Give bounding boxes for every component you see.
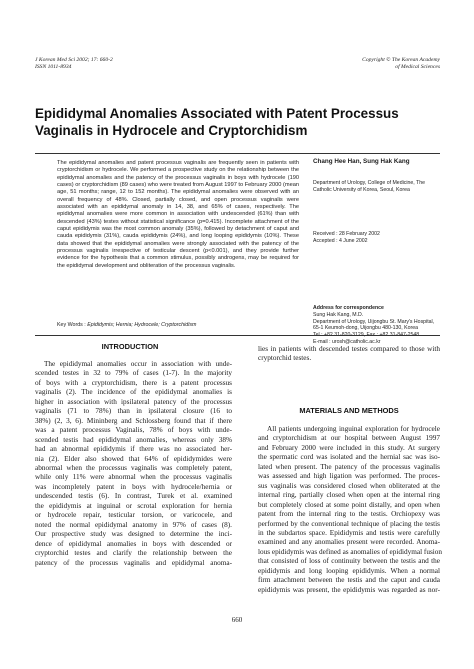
text-line: had an abnormal epididymis if there was no associated her- <box>35 445 232 454</box>
introduction-continued <box>258 345 440 364</box>
text-line: vaginalis (71 to 78%) than in ipsilateral closure (16 to <box>35 407 232 416</box>
text-line: noted the normal epididymal anatomy in 97% of cases (8). <box>35 520 232 529</box>
author-names: Chang Hee Han, Sung Hak Kang <box>313 158 410 165</box>
text-line: nia (2). Elder also showed that 64% of epididymides were <box>35 454 232 463</box>
text-line: abnormal when the processus vaginalis was completely patent, <box>35 463 232 472</box>
correspondence-heading: Address for correspondence <box>313 305 384 311</box>
running-header-right <box>362 57 440 71</box>
text-line: was a patent processus Vaginalis, 78% of boys with unde- <box>35 426 232 435</box>
text-line: lies in patients with descended testes compared to those with <box>258 345 440 353</box>
introduction-heading: INTRODUCTION <box>101 342 159 351</box>
text-line: in the subdartos space. Epididymis and testis were carefully <box>258 528 440 537</box>
text-line: was incompletely patent in boys with hydrocele/hernia or <box>35 482 232 491</box>
introduction-body <box>35 360 232 568</box>
article-dates <box>313 231 443 245</box>
text-line: sus vaginalis was considered closed when obliterated at the <box>258 481 440 490</box>
text-line: scended testis had epididymal anomalies, whereas only 38% <box>35 435 232 444</box>
correspondence-line: Department of Urology, Uijongbu St. Mary's Hospital, <box>313 318 435 325</box>
text-line: and cryptorchidism at our hospital between August 1997 <box>258 434 440 443</box>
text-line: 38%) (2, 3, 6). Mininberg and Schlossberg found that if there <box>35 416 232 425</box>
received-date: Received : 28 February 2002 <box>313 231 380 237</box>
keywords <box>57 322 299 329</box>
correspondence-line: Sung Hak Kang, M.D. <box>313 311 364 318</box>
copyright-line-1: Copyright © The Korean Academy <box>362 57 440 63</box>
journal-citation: J Korean Med Sci 2002; 17: 660-2 <box>35 57 113 63</box>
abstract-top-rule <box>35 153 440 154</box>
abstract-bottom-rule <box>35 335 440 336</box>
abstract: The epididymal anomalies and patent processus vaginalis are frequently seen in patients with cryptorchidism or hydrocele. We performed a prospective study on the relationship between the epididymal anomalies and the patency of the processus vaginalis in boys with hydrocele (190 cases) or cryptorchidism (89 cases) who were treated from August 1997 to February 2000 (mean age, 51 months; range, 12 to 152 months). The epididymal anomalies were observed with an overall frequency of 48%. Closed, partially closed, and open processus vaginalis were associated with an epididymal anomaly in 14, 38, and 65% of cases, respectively. The epididymal anomalies were more common in association with undescended (61%) than with descended (43%) testes without statistical significance (p=0.415). Incomplete attachment of the caput epididymis was the most common anomaly (35%), followed by detachment of caput and cauda epididymis (31%), cauda epididymis (24%), and long looping epididymis (10%). These data showed that the epididymal anomalies were strongly associated with the patency of the processus vaginalis irrespective of testicular descent (p<0.001), and they provide further evidence for the hypothesis that a common stimulus, possibly androgens, may be required for the epididymal development and obliteration of the processus vaginalis. <box>57 160 299 269</box>
text-line: examined and any anomalies present were recorded. Anoma- <box>258 538 440 547</box>
text-line: or hydrocele repair, testicular torsion, or varicocele, and <box>35 511 232 520</box>
text-line: lated when present. The patency of the processus vaginalis <box>258 462 440 471</box>
correspondence-line: E-mail : urosh@catholic.ac.kr <box>313 338 381 345</box>
text-line: cryptorchid testes. <box>258 354 312 363</box>
text-line: All patients undergoing inguinal exploration for hydrocele <box>267 425 440 433</box>
affiliation <box>313 180 443 194</box>
keywords-value: Epididymis; Hernia; Hydrocele; Cryptorchidism <box>87 322 197 328</box>
text-line: epididymis was present, the epididymis was regarded as nor- <box>258 585 440 594</box>
text-line: the spermatic cord was isolated and the hernial sac was iso- <box>258 453 440 462</box>
text-line: while only 11% were abnormal when the processus vaginalis <box>35 473 232 482</box>
running-header-left <box>35 57 113 71</box>
text-line: patency of the processus vaginalis and epididymal anoma- <box>35 558 232 567</box>
text-line: and February 2000 were included in this study. At surgery <box>258 443 440 452</box>
text-line: of boys with a cryptorchidism, there is a patent processus <box>35 378 232 387</box>
keywords-label: Key Words : <box>57 322 86 328</box>
affiliation-line: Catholic University of Korea, Seoul, Korea <box>313 186 410 193</box>
text-line: scended testes in 32 to 79% of cases (1-7). In the majority <box>35 369 232 378</box>
text-line: lous epididymis was defined as anomalies of epididymal fusion <box>258 547 443 556</box>
article-title: Epididymal Anomalies Associated with Patent Processus Vaginalis in Hydrocele and Cryptorchidism <box>35 106 399 138</box>
text-line: undescended testis (6). In contrast, Turek et al. examined <box>35 492 232 501</box>
issn: ISSN 1011-8934 <box>35 64 72 70</box>
text-line: epididymis and long looping epididymis. When a normal <box>258 566 440 575</box>
correspondence-address <box>313 305 443 346</box>
text-line: internal ring, partially closed when open at the internal ring <box>258 491 440 500</box>
materials-methods-body <box>258 425 443 595</box>
text-line: cryptorchid testes and clarify the relationship between the <box>35 549 232 558</box>
correspondence-line: Tel : +82.31-820-3129, Fax : +82.31-847-2548 <box>313 332 420 339</box>
text-line: dence of epididymal anomalies in boys with descended or <box>35 539 232 548</box>
text-line: The epididymal anomalies occur in association with unde- <box>44 360 232 368</box>
text-line: vaginalis (2). The incidence of the epididymal anomalies is <box>35 388 232 397</box>
text-line: the epididymis at inguinal or scrotal exploration for hernia <box>35 501 232 510</box>
correspondence-line: 65-1 Keumoh-dong, Uijongbu 480-130, Korea <box>313 325 418 332</box>
text-line: Our prospective study was designed to determine the inci- <box>35 530 232 539</box>
text-line: higher in association with ipsilateral patency of the processus <box>35 397 232 406</box>
text-line: performed by the conventional technique of placing the testis <box>258 519 440 528</box>
text-line: was assessed and high ligation was performed. The proces- <box>258 472 440 481</box>
text-line: but completely closed at some point distally, and open when <box>258 500 440 509</box>
accepted-date: Accepted : 4 June 2002 <box>313 237 368 244</box>
page-number: 660 <box>231 616 243 624</box>
text-line: firm attachment between the testis and the caput and cauda <box>258 576 440 585</box>
affiliation-line: Department of Urology, College of Medicine, The <box>313 180 425 186</box>
copyright-line-2: of Medical Sciences <box>395 64 440 70</box>
materials-methods-heading: MATERIALS AND METHODS <box>299 406 399 415</box>
text-line: that consisted of loss of continuity between the testis and the <box>258 557 440 566</box>
text-line: patent from the internal ring to the testis. Orchiopexy was <box>258 510 440 519</box>
